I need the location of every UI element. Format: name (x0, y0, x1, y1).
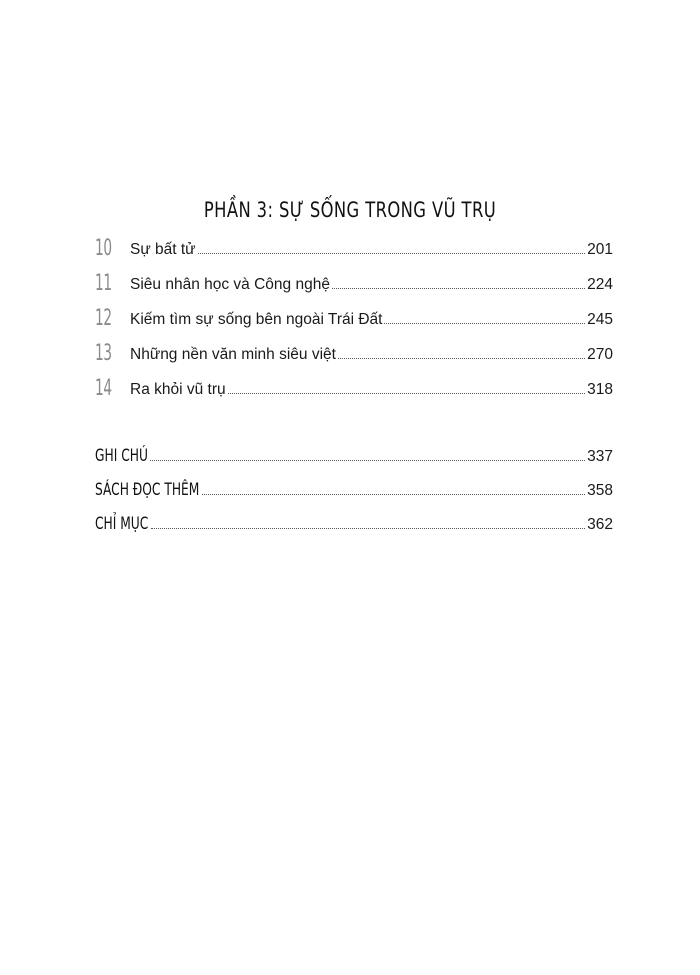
page-number: 201 (587, 241, 613, 258)
chapter-number: 14 (95, 376, 112, 401)
page-number: 362 (587, 516, 613, 533)
dot-leader (338, 357, 585, 359)
toc-entry-chapter-14[interactable] (95, 374, 613, 409)
toc-entry-chapter-11[interactable] (95, 269, 613, 304)
toc-entry-chapter-13[interactable] (95, 339, 613, 374)
chapter-number: 12 (95, 306, 112, 331)
chapter-title: Sự bất tử (130, 241, 196, 258)
page-number: 337 (587, 448, 613, 465)
chapter-title: Những nền văn minh siêu việt (130, 346, 336, 363)
dot-leader (228, 392, 585, 394)
backmatter-title: CHỈ MỤC (95, 514, 149, 534)
dot-leader (198, 252, 586, 254)
chapter-number: 11 (95, 271, 112, 296)
backmatter-title: SÁCH ĐỌC THÊM (95, 480, 200, 500)
dot-leader (202, 493, 585, 495)
page-number: 270 (587, 346, 613, 363)
dot-leader (384, 322, 585, 324)
page-number: 318 (587, 381, 613, 398)
chapter-list (95, 234, 613, 409)
chapter-title: Kiếm tìm sự sống bên ngoài Trái Đất (130, 311, 383, 328)
backmatter-list (95, 446, 613, 548)
chapter-number: 10 (95, 236, 112, 261)
toc-entry-chapter-12[interactable] (95, 304, 613, 339)
chapter-number: 13 (95, 341, 112, 366)
chapter-title: Ra khỏi vũ trụ (130, 381, 226, 398)
part-title: PHẦN 3: SỰ SỐNG TRONG VŨ TRỤ (203, 198, 497, 222)
dot-leader (151, 527, 585, 529)
toc-entry-index[interactable] (95, 514, 613, 548)
chapter-title: Siêu nhân học và Công nghệ (130, 276, 330, 293)
page-number: 358 (587, 482, 613, 499)
dot-leader (332, 287, 585, 289)
toc-entry-further-reading[interactable] (95, 480, 613, 514)
backmatter-title: GHI CHÚ (95, 446, 148, 466)
toc-entry-notes[interactable] (95, 446, 613, 480)
toc-entry-chapter-10[interactable] (95, 234, 613, 269)
dot-leader (150, 459, 585, 461)
page-number: 245 (587, 311, 613, 328)
page-number: 224 (587, 276, 613, 293)
